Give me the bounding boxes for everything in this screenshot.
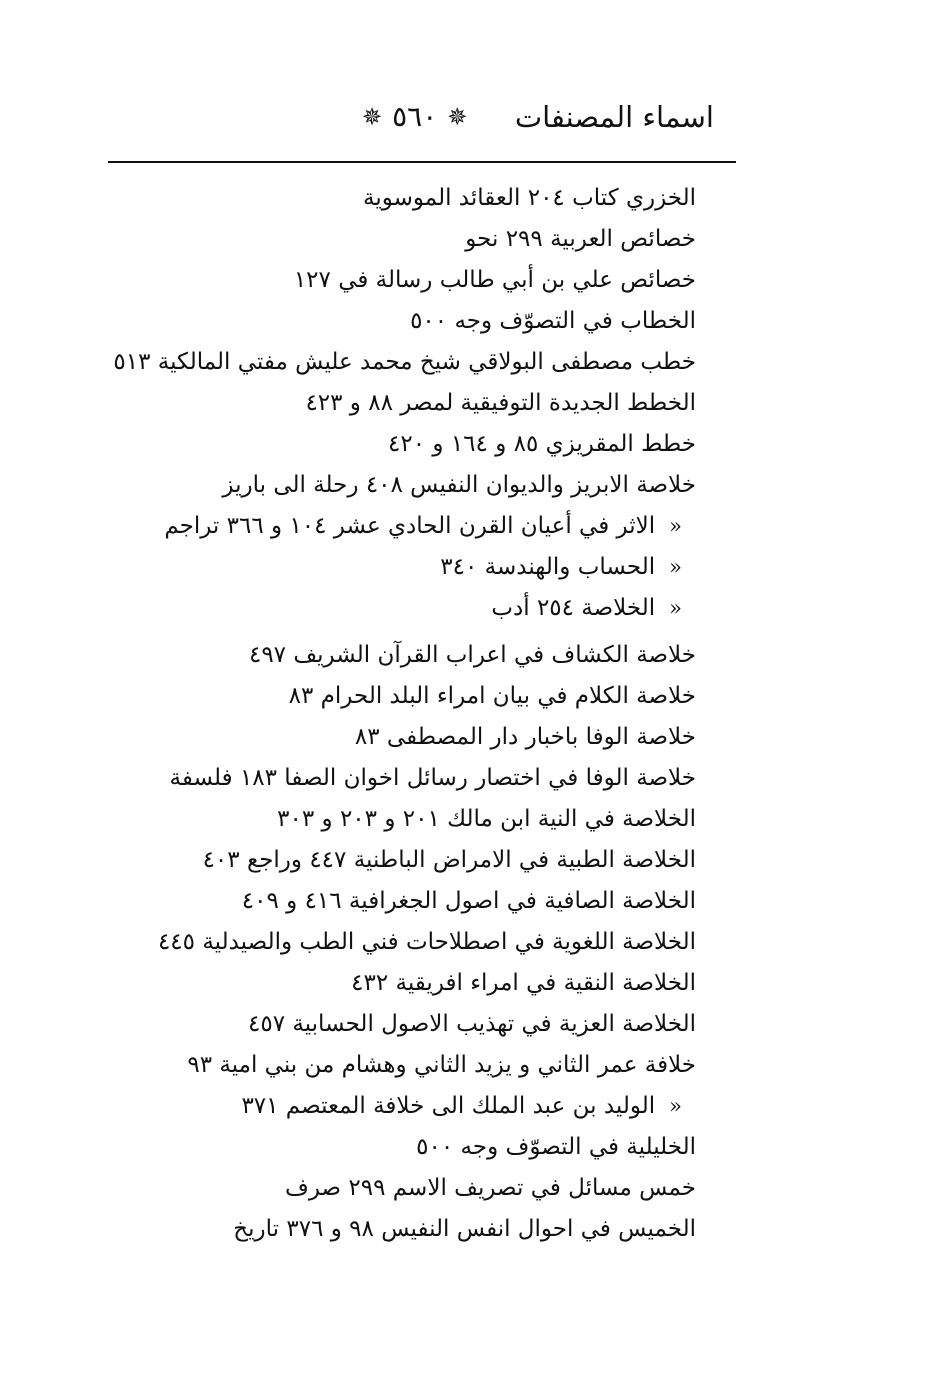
entry-item-continuation (164, 506, 696, 547)
entry-text: الخزري كتاب ٢٠٤ العقائد الموسوية (363, 185, 696, 211)
entry-item (176, 717, 696, 758)
entry-text: الحساب والهندسة ٣٤٠ (440, 554, 656, 580)
entry-item (176, 635, 696, 676)
entry-item (176, 260, 696, 301)
entry-item (176, 465, 696, 506)
entry-text: الوليد بن عبد الملك الى خلافة المعتصم ٣٧١ (241, 1093, 656, 1119)
page-number: ٥٦٠ (392, 100, 438, 133)
entry-text: الاثر في أعيان القرن الحادي عشر ١٠٤ و ٣٦٦ تراجم (164, 513, 656, 539)
entry-text: الخلاصة اللغوية في اصطلاحات فني الطب والصيدلية ٤٤٥ (157, 929, 696, 955)
entry-list (113, 178, 696, 1250)
entry-item (169, 758, 696, 799)
entry-text: الخلاصة ٢٥٤ أدب (491, 595, 656, 621)
entry-text: خصائص علي بن أبي طالب رسالة في ١٢٧ (293, 267, 696, 293)
entry-item (176, 1045, 696, 1086)
ditto-mark: « (669, 555, 682, 579)
entry-text: الخلاصة الطبية في الامراض الباطنية ٤٤٧ وراجع ٤٠٣ (202, 847, 696, 873)
entry-text: خلاصة الكلام في بيان امراء البلد الحرام ٨٣ (288, 683, 696, 709)
entry-item (176, 963, 696, 1004)
page-number-group (362, 100, 467, 133)
entry-item (176, 1209, 696, 1250)
entry-item (176, 799, 696, 840)
ditto-mark: « (669, 514, 682, 538)
entry-item-continuation (176, 588, 696, 629)
entry-item (113, 342, 696, 383)
entry-item (176, 676, 696, 717)
entry-item (176, 840, 696, 881)
entry-item (176, 1127, 696, 1168)
entry-item (176, 219, 696, 260)
entry-text: خمس مسائل في تصريف الاسم ٢٩٩ صرف (285, 1175, 696, 1201)
entry-item-continuation (176, 547, 696, 588)
entry-text: خطب مصطفى البولاقي شيخ محمد عليش مفتي المالكية ٥١٣ (113, 349, 696, 375)
entry-item (176, 881, 696, 922)
ditto-mark: « (669, 596, 682, 620)
entry-text: خلافة عمر الثاني و يزيد الثاني وهشام من بني امية ٩٣ (187, 1052, 696, 1078)
entry-item (176, 1168, 696, 1209)
entry-item (176, 178, 696, 219)
entry-item-continuation (176, 1086, 696, 1127)
entry-text: خصائص العربية ٢٩٩ نحو (465, 226, 696, 252)
header-rule (108, 161, 736, 163)
entry-text: خلاصة الوفا باخبار دار المصطفى ٨٣ (354, 724, 696, 750)
entry-item (176, 383, 696, 424)
ditto-mark: « (669, 1094, 682, 1118)
ornament-left-icon: ✵ (362, 102, 383, 131)
entry-text: خلاصة الوفا في اختصار رسائل اخوان الصفا ١٨٣ فلسفة (169, 765, 696, 791)
ornament-right-icon: ✵ (447, 102, 468, 131)
entry-text: خلاصة الكشاف في اعراب القرآن الشريف ٤٩٧ (248, 642, 696, 668)
entry-text: خطط المقريزي ٨٥ و ١٦٤ و ٤٢٠ (388, 431, 696, 457)
page-header (110, 96, 734, 144)
entry-text: الخليلية في التصوّف وجه ٥٠٠ (416, 1134, 696, 1160)
entry-text: الخلاصة الصافية في اصول الجغرافية ٤١٦ و ٤٠٩ (241, 888, 696, 914)
entry-item (176, 424, 696, 465)
entry-text: الخلاصة العزية في تهذيب الاصول الحسابية ٤٥٧ (248, 1011, 696, 1037)
entry-item (157, 922, 696, 963)
entry-text: خلاصة الابريز والديوان النفيس ٤٠٨ رحلة الى باريز (222, 472, 696, 498)
entry-text: الخلاصة النقية في امراء افريقية ٤٣٢ (351, 970, 696, 996)
entry-text: الخطط الجديدة التوفيقية لمصر ٨٨ و ٤٢٣ (305, 390, 696, 416)
entry-text: الخلاصة في النية ابن مالك ٢٠١ و ٢٠٣ و ٣٠٣ (277, 806, 696, 832)
entry-text: الخميس في احوال انفس النفيس ٩٨ و ٣٧٦ تاريخ (233, 1216, 696, 1242)
entry-item (176, 301, 696, 342)
entry-item (176, 1004, 696, 1045)
entry-text: الخطاب في التصوّف وجه ٥٠٠ (410, 308, 696, 334)
page-title: اسماء المصنفات (514, 100, 714, 134)
